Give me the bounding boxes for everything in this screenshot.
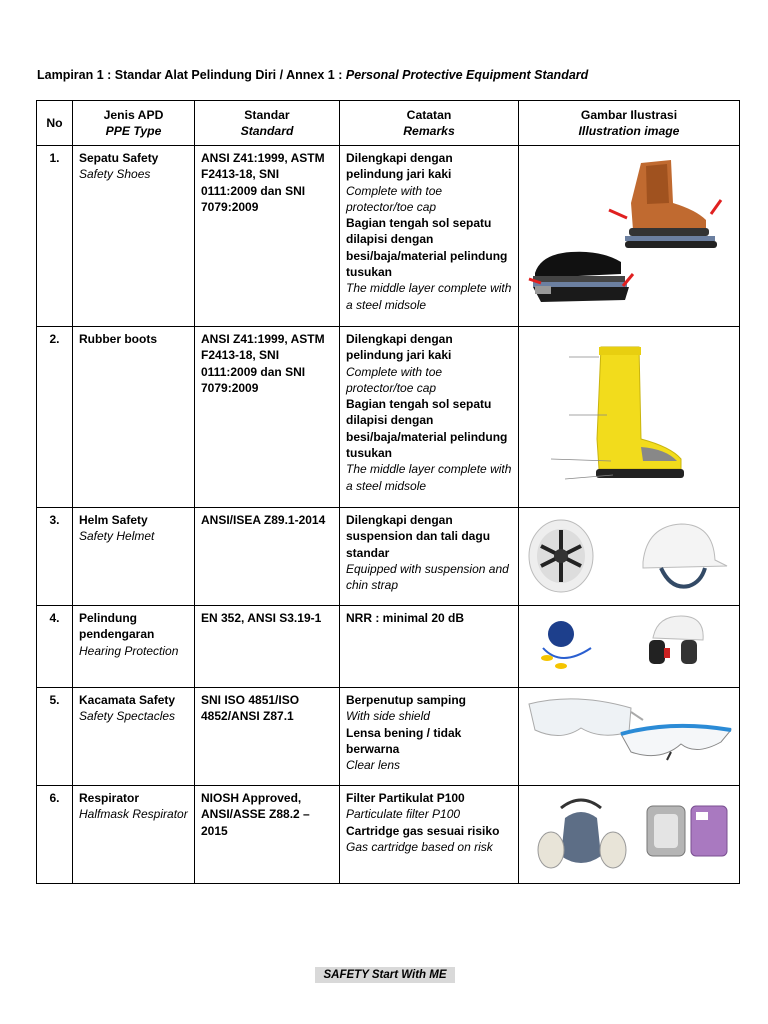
ppe-type-cell: Pelindung pendengaran Hearing Protection [73, 606, 195, 688]
remark-line: Dilengkapi dengan pelindung jari kaki [346, 151, 453, 182]
header-standard: Standar Standard [195, 101, 340, 146]
remark-line: The middle layer complete with a steel midsole [346, 462, 512, 493]
row-number: 3. [37, 508, 73, 606]
standard-cell: SNI ISO 4851/ISO 4852/ANSI Z87.1 [195, 688, 340, 786]
illustration-cell [519, 146, 740, 327]
illustration-cell [519, 606, 740, 688]
remarks-cell [340, 146, 519, 327]
remark-line: Equipped with suspension and chin strap [346, 561, 509, 593]
standard-cell: EN 352, ANSI S3.19-1 [195, 606, 340, 688]
row-number: 5. [37, 688, 73, 786]
remark-line: Complete with toe protector/toe cap [346, 364, 443, 395]
header-no: No [37, 101, 73, 146]
ppe-type-cell: Rubber boots [73, 327, 195, 508]
remark-line: With side shield [346, 709, 430, 724]
illustration-cell [519, 327, 740, 508]
remark-line: Gas cartridge based on risk [346, 839, 493, 854]
remarks-cell [340, 508, 519, 606]
remark-line: Bagian tengah sol sepatu dilapisi dengan besi/baja/material pelindung tusukan [346, 397, 508, 461]
standard-cell: NIOSH Approved, ANSI/ASSE Z88.2 – 2015 [195, 786, 340, 884]
safety-helmet-illustration [521, 510, 736, 602]
remarks-cell [340, 688, 519, 786]
row-number: 6. [37, 786, 73, 884]
ppe-standard-table [36, 100, 740, 884]
table-row [37, 508, 740, 606]
remark-line: NRR : minimal 20 dB [346, 611, 465, 625]
table-row [37, 606, 740, 688]
footer-slogan: SAFETY Start With ME [315, 967, 455, 983]
ppe-type-cell: Respirator Halfmask Respirator [73, 786, 195, 884]
table-row [37, 327, 740, 508]
remark-line: Dilengkapi dengan pelindung jari kaki [346, 332, 453, 363]
ppe-type-cell: Helm Safety Safety Helmet [73, 508, 195, 606]
header-remarks: Catatan Remarks [340, 101, 519, 146]
remark-line: Dilengkapi dengan suspension dan tali dagu standar [346, 513, 491, 560]
remark-line: Complete with toe protector/toe cap [346, 183, 443, 214]
remark-line: Clear lens [346, 758, 401, 773]
row-number: 2. [37, 327, 73, 508]
hearing-protection-illustration [521, 608, 736, 684]
table-header-row [37, 101, 740, 146]
rubber-boots-illustration [521, 329, 736, 503]
table-row [37, 688, 740, 786]
table-row [37, 786, 740, 884]
standard-cell: ANSI Z41:1999, ASTM F2413-18, SNI 0111:2009 dan SNI 7079:2009 [195, 327, 340, 508]
remark-line: Filter Partikulat P100 [346, 791, 465, 805]
row-number: 4. [37, 606, 73, 688]
halfmask-respirator-illustration [521, 788, 736, 880]
remarks-cell [340, 327, 519, 508]
table-row [37, 146, 740, 327]
safety-shoes-illustration [521, 148, 736, 322]
remark-line: Cartridge gas sesuai risiko [346, 823, 500, 838]
illustration-cell [519, 786, 740, 884]
illustration-cell [519, 508, 740, 606]
remarks-cell [340, 786, 519, 884]
remark-line: Bagian tengah sol sepatu dilapisi dengan besi/baja/material pelindung tusukan [346, 216, 508, 280]
remark-line: Particulate filter P100 [346, 807, 461, 822]
remark-line: Berpenutup samping [346, 693, 467, 707]
page-title: Lampiran 1 : Standar Alat Pelindung Diri / Annex 1 : Personal Protective Equipment Standard [37, 68, 589, 82]
standard-cell: ANSI/ISEA Z89.1-2014 [195, 508, 340, 606]
remarks-cell [340, 606, 519, 688]
header-illustration: Gambar Ilustrasi Illustration image [519, 101, 740, 146]
ppe-type-cell: Sepatu Safety Safety Shoes [73, 146, 195, 327]
standard-cell: ANSI Z41:1999, ASTM F2413-18, SNI 0111:2009 dan SNI 7079:2009 [195, 146, 340, 327]
remark-line: Lensa bening / tidak berwarna [346, 725, 462, 756]
remark-line: The middle layer complete with a steel midsole [346, 281, 512, 312]
illustration-cell [519, 688, 740, 786]
safety-spectacles-illustration [521, 690, 736, 782]
row-number: 1. [37, 146, 73, 327]
ppe-type-cell: Kacamata Safety Safety Spectacles [73, 688, 195, 786]
header-ppe-type: Jenis APD PPE Type [73, 101, 195, 146]
